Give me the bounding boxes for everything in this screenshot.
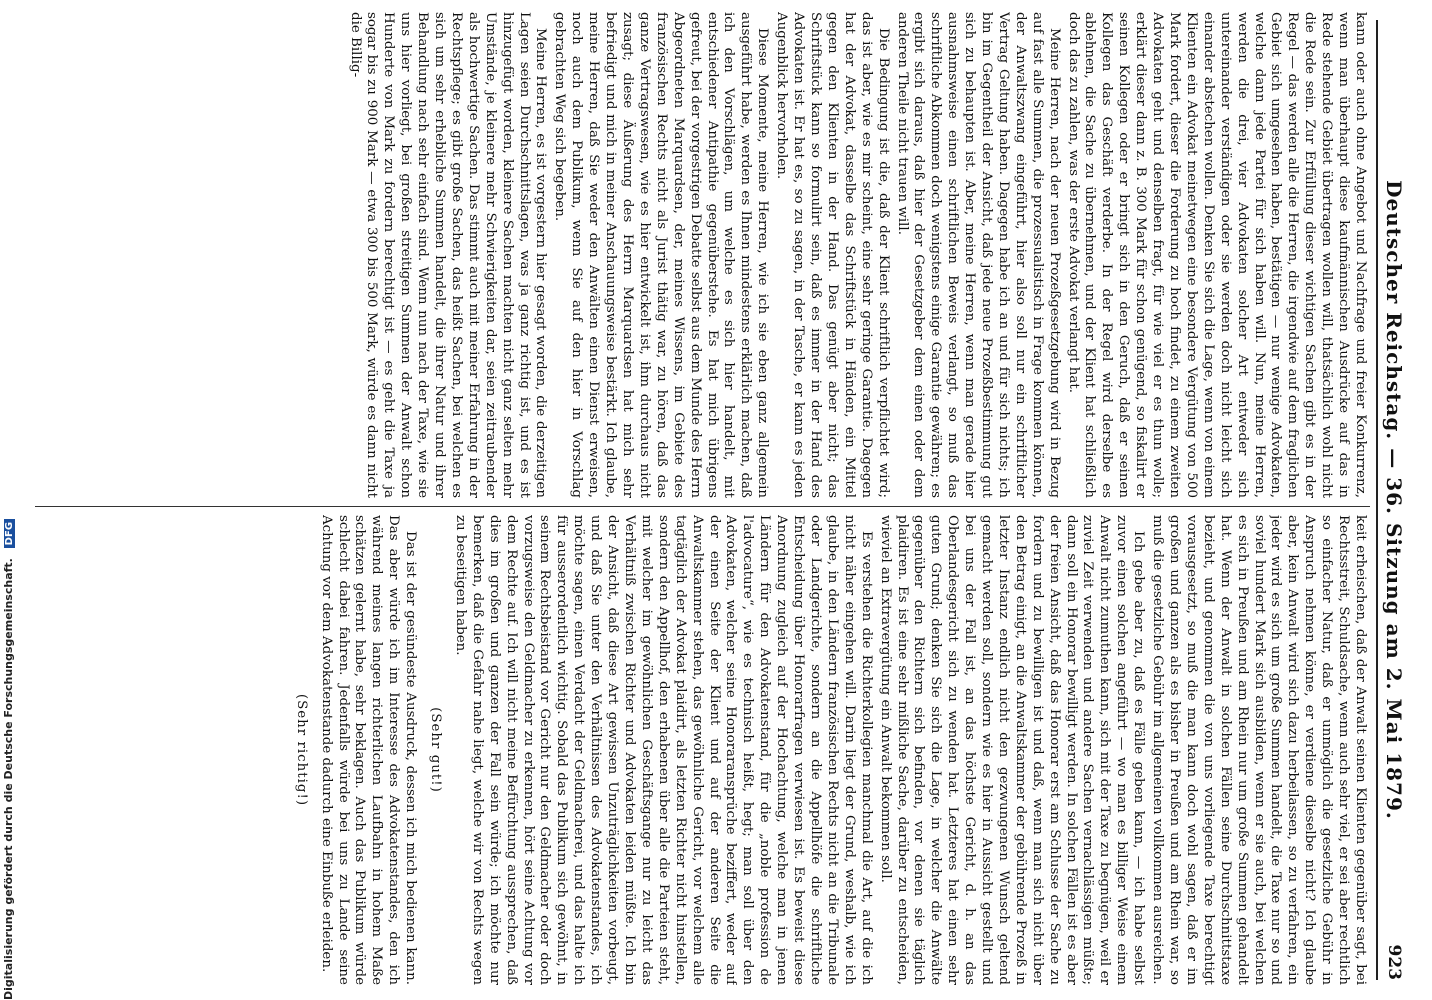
approval-note: (Sehr richtig!) (293, 693, 309, 807)
approval-note: (Sehr gut!) (428, 707, 444, 793)
page-header (1376, 20, 1408, 980)
paragraph: Ich gebe aber zu, daß es Fälle geben kann, — ich habe selbst zuvor einen solchen angeführt — wo man es billiger Weise einem Anwalt nicht zumuthen kann, sich mit der Taxe zu begnügen, weil er zuviel Zeit verwenden und andere Sachen vernachlässigen müßte; dann soll ein Honorar bewilligt werden. In solchen Fällen ist es aber der freien Ansicht, daß das Honorar erst am Schlusse der Sache zu fordern und zu bewilligen ist und daß, wenn man sich nicht über den Betrag einigt, an die Anwaltskammer der gebührende Prozeß in letzter Instanz endlich nicht den gezwungenen Wunsch geltend gemacht werden soll, sondern wie es hier in Aussicht gestellt und bei uns der Fall ist, an das höchste Gericht, d. h. an das Oberlandesgericht sich zu wenden hat. Letzteres hat einen sehr guten Grund; denken Sie sich die Lage, in welcher die Anwälte gegenüber den Richtern sich befinden, vor denen sie täglich plaidiren. Es ist eine sehr mißliche Sache, darüber zu entscheiden, wieviel an Extravergütung ein Anwalt bekommen soll. (877, 515, 1147, 985)
dfg-logo: DFG (4, 519, 15, 548)
paragraph: Diese Momente, meine Herren, wie ich sie eben ganz allgemein ausgeführt habe, werden es Ihnen mindestens erklärlich machen, daß ich den Vorschlägen, um welche es sich hier handelt, mit entschiedener Antipathie gegenüberstehe. Es hat mich übrigens gefreut, bei der vorgestrigen Debatte selbst aus dem Munde des Herrn Abgeordneten Marquardsen, der, meines Wissens, im Gebiete des französischen Rechts nicht als Jurist thätig war, zu hören, daß das ganze Vertragswesen, wie es hier entwickelt ist, ihm durchaus nicht zusagt; diese Äußerung des Herrn Marquardsen hat mich sehr befriedigt und mich in meiner Anschauungsweise bestärkt. Ich glaube, meine Herren, daß Sie weder den Anwälten einen Dienst erweisen, noch auch dem Publikum, wenn Sie auf den hier in Vorschlag gebrachten Weg sich begeben. (552, 12, 771, 498)
credit-text: Digitalisierung gefördert durch die Deutsche Forschungsgemeinschaft. (2, 558, 15, 1000)
paragraph: Meine Herren, es ist vorgestern hier gesagt worden, die derzeitigen Lagen seien Durchschnittslagen, was ja ganz richtig ist, und es ist hinzugefügt worden, kleinere Sachen machten nicht ganz selten mehr Umstände, je kleinere mehr Schwierigkeiten dar, seien zeitraubender als hochwertige Sachen. Das stimmt auch mit meiner Erfahrung in der Rechtspflege; es gibt große Sachen, das heißt Sachen, bei welchen es sich um sehr erhebliche Summen handelt, die ihrer Natur und ihrer Behandlung nach sehr einfach sind. Wenn nun nach der Taxe, wie sie uns hier vorliegt, bei großen streitigen Summen der Anwalt schon Hunderte von Mark zu fordern berechtigt ist — es geht die Taxe ja sogar bis zu 900 Mark — etwa 300 bis 500 Mark, würde es dann nicht die Billig- (347, 12, 549, 498)
paragraph: Die Bedingung ist die, daß der Klient schriftlich verpflichtet wird; das ist aber, wie es mir scheint, eine sehr geringe Garantie. Dagegen hat der Advokat, dasselbe das Schriftstück in Händen, ein Mittel gegen den Klienten in der Hand. Das genügt aber nicht; das Schriftstück kann so formulirt sein, daß es immer in der Hand des Advokaten ist. Er hat es, so zu sagen, in der Tasche, er kann es jeden Augenblick hervorholen. (774, 12, 891, 498)
paragraph: Das ist der gesündeste Ausdruck, dessen ich mich bedienen kann. Das aber würde ich im Interesse des Advokatenstandes, den ich während meines langen richterlichen Laufbahn in hohem Maße schätzen gelernt habe, sehr beklagen. Auch das Publikum würde schlecht dabei fahren. Jedenfalls würde bei uns zu Lande seine Achtung vor dem Advokatenstande dadurch eine Einbuße erleiden. (318, 515, 419, 985)
column-divider (35, 506, 1370, 507)
paragraph: Es verstehen die Richterkollegien manchmal die Art, auf die ich nicht näher eingehen will. Darin liegt der Grund, weshalb, wie ich glaube, in den Ländern französischen Rechts nicht an die Tribunale oder Landgerichte, sondern an die Appellhöfe die schriftliche Entscheidung über Honorarfragen verwiesen ist. Es beweist diese Anordnung zugleich auf der Hochachtung, welche man in jenen Ländern für den Advokatenstand, für die „noble profession de l'advocature“, wie es technisch heißt, hegt; man soll über den Advokaten, welcher seine Honoraransprüche beziffert, weder auf der einen Seite der Klient und auf der anderen Seite die Anwaltskammer stehen, das gewöhnliche Gericht, vor welchem alle tagtäglich der Advokat plaidirt, als letzten Richter nicht hinstellen, sondern den Appellhof, den erhabenen über alle die Parteien steht, mit welcher im gewöhnlichen Geschäftsgange nur zu leicht das Verhältniß zwischen Richter und Advokaten leiden müßte. Ich bin der Ansicht, daß diese Art gewissen Unzuträglichkeiten vorbeugt, und daß Sie unter den Verhältnissen des Advokatenstandes, ich möchte sagen, einen Verdacht der Geldmacherei, und das halte ich für ausserordentlich wichtig. Sobald das Publikum sich gewöhnt, in seinem Rechtsbeistand vor Gericht nur den Geldmacher oder doch vorzugsweise den Geldmacher zu erkennen, hört seine Achtung vor dem Rechte auf. Ich will nicht meine Befürchtung aussprechen, daß dies im großen und ganzen der Fall sein würde; ich möchte nur bemerken, daß die Gefahr nahe liegt, welche wir von Rechts wegen zu beseitigen haben. (452, 515, 874, 985)
paragraph: kann oder auch ohne Angebot und Nachfrage und freier Konkurrenz, wenn man überhaupt diese kaufmännischen Ausdrücke auf das in Rede stehende Gebiet übertragen wollen will, thatsächlich wohl nicht die Rede sein. Zur Erfüllung dieser wichtigen Sachen gibt es in der Regel — das werden alle die Herren, die irgendwie auf dem fraglichen Gebiet sich umgesehen haben, bestätigen — nur wenige Advokaten, welche dann jede Partei für sich haben will. Nun, meine Herren, werden die drei, vier Advokaten solcher Art entweder sich untereinander verständigen oder sie werden doch nicht leicht sich einander abstechen wollen. Denken Sie sich die Lage, wenn von einem Klienten ein Advokat meinetwegen eine besondere Vergütung von 500 Mark fordert, dieser die Forderung zu hoch findet, zu einem zweiten Advokaten geht und denselben fragt, für wie viel er es thun wolle; erklärt dieser dann z. B. 300 Mark für schon genügend, so fiskalirt er seinen Kollegen oder er bringt sich in den Geruch, daß er seinen Kollegen das Geschäft verderbe. In der Regel wird derselbe es ablehnen, die Sache zu übernehmen, und der Klient hat schließlich doch das zu zahlen, was der erste Advokat verlangt hat. (1065, 12, 1368, 498)
paragraph: keit erheischen, daß der Anwalt seinen Klienten gegenüber sagt, bei Rechtsstreit, Schuldsache, wenn auch sehr viel, er sei aber rechtlich so einfacher Natur, daß er unmöglich die gesetzliche Gebühr in Anspruch nehmen könne, er verdiene dieselbe nicht? Ich glaube aber, kein Anwalt wird sich dazu herbeilassen, so zu verfahren, ein jeder wird es sich um große Summen handelt, die Taxe nur so und soviel hundert Mark sich ausbilden, wenn er sie auch, bei welchen es sich in Preußen und am Rhein nur um große Summen gehandelt hat. Wenn der Anwalt in solchen Fällen seine Durchschnittstaxe bezieht, und genommen die von uns vorliegende Taxe berechtigt vorausgesetzt, so muß die man kann doch wohl sagen, daß er im großen und ganzen als es bisher in Preußen und am Rhein war, so muß die gesetzliche Gebühr im allgemeinen vollkommen ausreichen. (1150, 515, 1368, 985)
page-number: 923 (1384, 944, 1404, 980)
running-head: Deutscher Reichstag. — 36. Sitzung am 2. Mai 1879. (1382, 180, 1406, 820)
paragraph: Meine Herren, nach der neuen Prozeßgesetzgebung wird in Bezug auf fast alle Summen, die prozessualistisch in Frage kommen können, der Anwaltszwang eingeführt, hier also soll nur ein schriftlicher Vertrag Geltung haben. Dagegen habe ich an und für sich nichts; ich bin im Gegentheil der Ansicht, daß jede neue Prozeßbestimmung gut sich zu behaupten ist. Aber, meine Herren, wenn man gerade hier ausnahmsweise einen schriftlichen Beweis verlangt, so muß das schriftliche Abkommen doch wenigstens einige Garantie gewähren; es ergibt sich daraus, daß hier der Gesetzgeber dem einen oder dem anderen Theile nicht trauen will. (894, 12, 1062, 498)
left-column (38, 12, 1368, 498)
digitization-credit (2, 0, 16, 1000)
right-column (38, 515, 1368, 985)
